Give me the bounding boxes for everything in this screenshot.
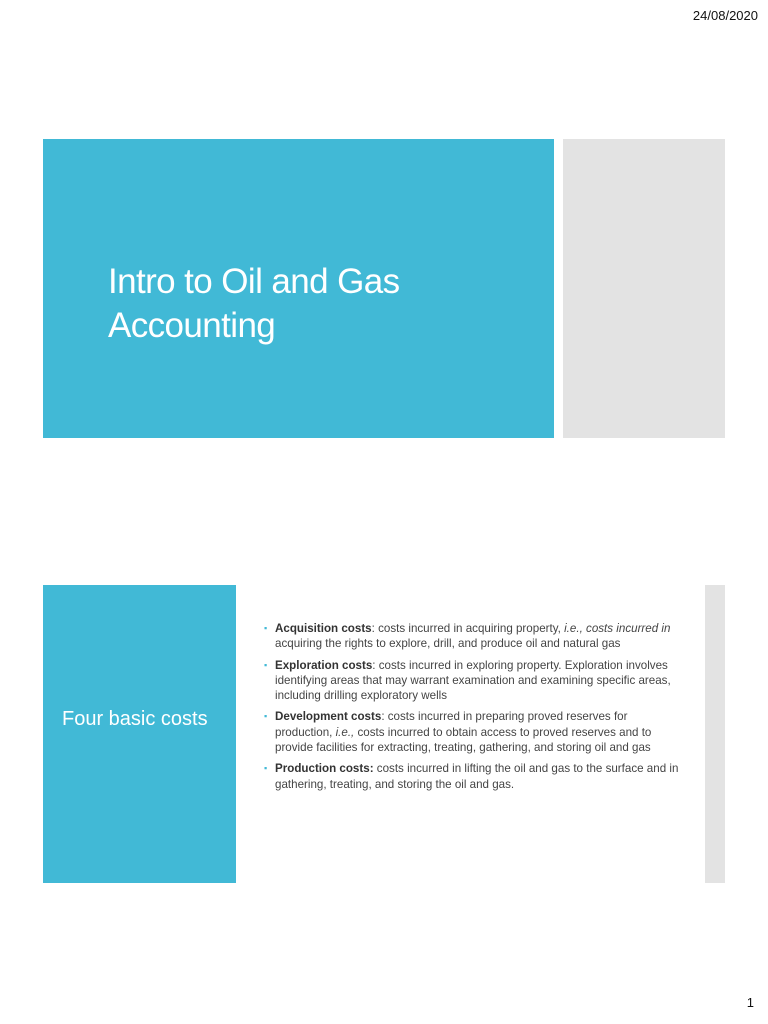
bullet-icon: ▪ <box>264 659 268 670</box>
bullet-term: Development costs <box>275 710 382 724</box>
bullet-text: costs incurred in lifting the oil and gas to the surface and in gathering, treating, and storing the oil and gas. <box>275 762 679 791</box>
bullet-text: : costs incurred in exploring property. Exploration involves identifying areas that may warrant examination and examining specific areas, including drilling exploratory wells <box>275 658 671 703</box>
cost-bullet-list <box>263 621 683 798</box>
slide-title: Intro to Oil and Gas Accounting <box>108 262 400 345</box>
list-item <box>263 621 683 652</box>
list-item <box>263 761 683 792</box>
bullet-text: acquiring the rights to explore, drill, and produce oil and natural gas <box>275 637 621 651</box>
content-slide-title-panel <box>43 585 236 883</box>
bullet-icon: ▪ <box>264 763 268 774</box>
bullet-text: : costs incurred in preparing proved reserves for production, <box>275 710 628 739</box>
bullet-text: : costs incurred in acquiring property, <box>371 622 565 635</box>
page-number: 1 <box>746 995 754 1010</box>
bullet-term: Exploration costs <box>275 658 373 672</box>
title-slide-panel <box>43 139 554 438</box>
title-slide-side-panel <box>563 139 725 438</box>
list-item <box>263 658 683 704</box>
bullet-term: Acquisition costs <box>275 622 372 635</box>
bullet-term: Production costs: <box>275 762 374 776</box>
slide-title: Four basic costs <box>62 708 208 730</box>
bullet-italic: i.e., costs incurred in <box>564 622 671 635</box>
content-slide-side-panel <box>705 585 725 883</box>
bullet-icon: ▪ <box>264 623 268 633</box>
bullet-italic: i.e., <box>335 725 355 739</box>
list-item <box>263 709 683 755</box>
bullet-text: costs incurred to obtain access to proved reserves and to provide facilities for extracting, treating, gathering, and storing oil and gas <box>275 725 652 755</box>
page-date: 24/08/2020 <box>692 8 758 23</box>
bullet-icon: ▪ <box>264 711 268 722</box>
